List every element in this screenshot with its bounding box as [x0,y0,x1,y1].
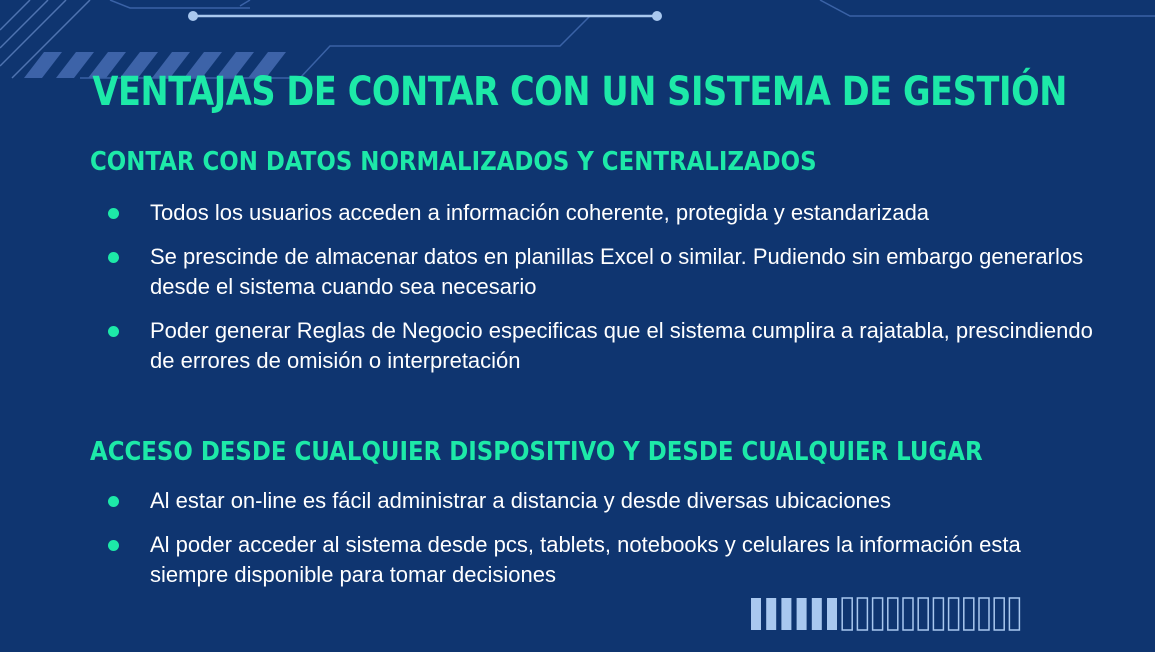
list-item [106,530,1096,590]
bullet-list-datos [106,198,1096,390]
bullet-list-acceso [106,486,1096,604]
bullet-dot-icon [108,496,119,507]
slide-title: VENTAJAS DE CONTAR CON UN SISTEMA DE GESTIÓN [92,69,1067,115]
section-heading-datos: CONTAR CON DATOS NORMALIZADOS Y CENTRALIZADOS [90,147,817,177]
section-heading-acceso: ACCESO DESDE CUALQUIER DISPOSITIVO Y DESDE CUALQUIER LUGAR [90,437,983,467]
list-item [106,198,1096,228]
bullet-text: Al poder acceder al sistema desde pcs, tablets, notebooks y celulares la información esta siempre disponible para tomar decisiones [150,532,1021,587]
bullet-dot-icon [108,540,119,551]
bullet-text: Poder generar Reglas de Negocio especificas que el sistema cumplira a rajatabla, prescindiendo de errores de omisión o interpretación [150,318,1093,373]
list-item [106,316,1096,376]
connector-line-decoration [188,11,662,21]
list-item [106,486,1096,516]
bullet-dot-icon [108,326,119,337]
list-item [106,242,1096,302]
bullet-dot-icon [108,252,119,263]
bullet-dot-icon [108,208,119,219]
bullet-text: Se prescinde de almacenar datos en planillas Excel o similar. Pudiendo sin embargo generarlos desde el sistema cuando sea necesario [150,244,1084,299]
bullet-text: Al estar on-line es fácil administrar a distancia y desde diversas ubicaciones [150,488,892,513]
bullet-text: Todos los usuarios acceden a información coherente, protegida y estandarizada [150,200,930,225]
